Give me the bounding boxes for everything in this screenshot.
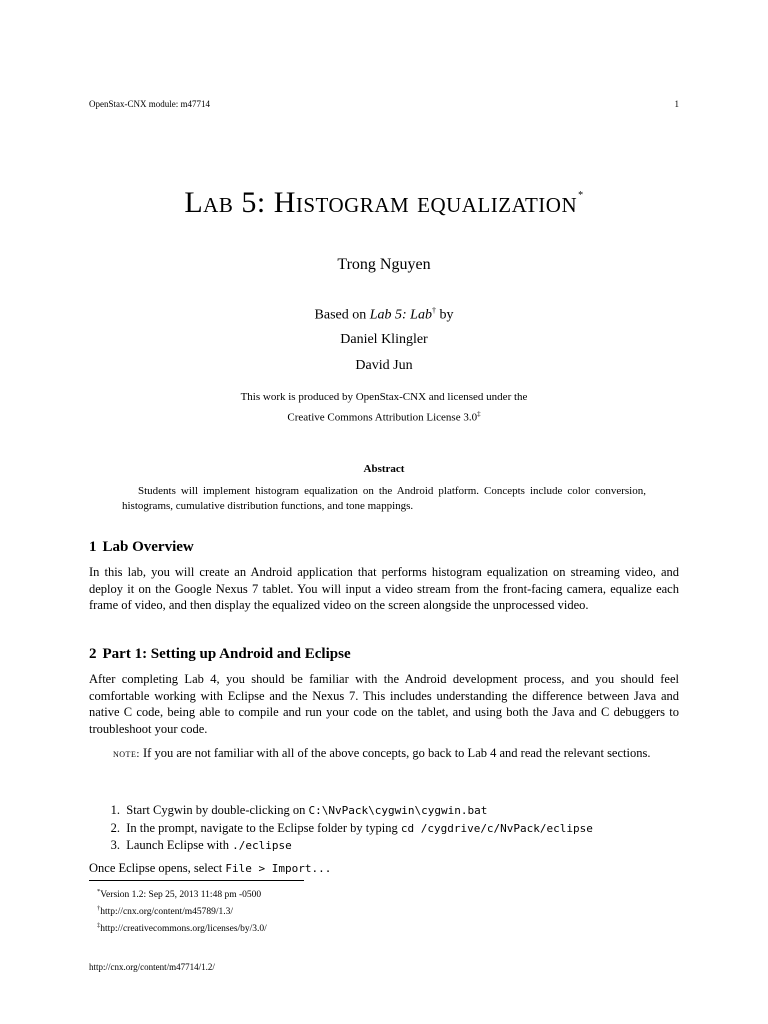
footnote-item xyxy=(97,919,267,936)
footnote-item xyxy=(97,902,267,919)
license-footnote-mark[interactable]: ‡ xyxy=(477,410,481,418)
once-code: File > Import... xyxy=(225,862,332,875)
based-on-line xyxy=(0,306,768,324)
step-code: cd /cygdrive/c/NvPack/eclipse xyxy=(400,821,593,835)
step-number: 1. xyxy=(110,803,120,817)
section-1-body: In this lab, you will create an Android application that performs histogram equalization on streaming video, and deploy it on the Google Nexus 7 tablet. You will input a video stream from the front-facing camera, equalize each frame of video, and then display the equalized video on the screen alongside the unprocessed video. xyxy=(89,565,679,612)
section-number: 2 xyxy=(89,646,97,662)
document-title xyxy=(0,186,768,220)
license-statement xyxy=(0,389,768,427)
step-code: ./eclipse xyxy=(232,839,292,852)
step-text: Launch Eclipse with xyxy=(126,838,233,852)
abstract-heading: Abstract xyxy=(363,463,405,475)
license-line-1: This work is produced by OpenStax-CNX and licensed under the xyxy=(240,391,528,403)
footnote-item xyxy=(97,885,267,902)
section-title: Lab Overview xyxy=(102,539,194,555)
footnote-link[interactable]: http://creativecommons.org/licenses/by/3.0/ xyxy=(100,924,267,935)
original-author-1: Daniel Klingler xyxy=(340,332,428,347)
note-box xyxy=(113,745,658,763)
title-text: Lab 5: Histogram equalization xyxy=(184,186,578,219)
section-title: Part 1: Setting up Android and Eclipse xyxy=(102,646,351,662)
author: Trong Nguyen xyxy=(337,256,431,273)
footnote-mark: * xyxy=(97,888,101,895)
step-code: C:\NvPack\cygwin\cygwin.bat xyxy=(308,804,488,817)
page-number: 1 xyxy=(674,99,679,109)
based-on-work: Lab 5: Lab xyxy=(369,307,432,323)
step-text: In the prompt, navigate to the Eclipse folder by typing xyxy=(126,820,401,835)
footnote-text: Version 1.2: Sep 25, 2013 11:48 pm -0500 xyxy=(100,890,262,901)
based-on-prefix: Based on xyxy=(314,307,367,323)
abstract-text: Students will implement histogram equalization on the Android platform. Concepts include color conversion, histograms, cumulative distribution functions, and tone mappings. xyxy=(122,485,646,512)
list-item xyxy=(89,820,593,838)
license-name[interactable]: Creative Commons Attribution License 3.0 xyxy=(287,411,478,424)
license-line-2 xyxy=(0,406,768,427)
based-on-suffix: by xyxy=(439,307,454,323)
footnotes xyxy=(97,885,267,936)
page-footer-url[interactable]: http://cnx.org/content/m47714/1.2/ xyxy=(89,962,215,972)
step-number: 2. xyxy=(110,820,120,835)
step-text: Start Cygwin by double-clicking on xyxy=(126,803,309,817)
module-id: OpenStax-CNX module: m47714 xyxy=(89,99,210,109)
footnote-mark: ‡ xyxy=(97,922,101,930)
footnote-mark: † xyxy=(97,905,101,913)
footnote-link[interactable]: http://cnx.org/content/m45789/1.3/ xyxy=(100,907,234,918)
based-on-footnote-mark[interactable]: † xyxy=(431,306,436,315)
once-text: Once Eclipse opens, select xyxy=(89,861,226,875)
note-text: If you are not familiar with all of the above concepts, go back to Lab 4 and read the relevant sections. xyxy=(143,746,651,760)
footnote-divider xyxy=(89,880,304,881)
section-number: 1 xyxy=(89,539,97,555)
once-eclipse-opens xyxy=(89,861,331,876)
title-footnote-mark[interactable]: * xyxy=(578,190,584,201)
note-label: note: xyxy=(113,748,140,760)
list-item xyxy=(89,802,593,820)
section-heading-1 xyxy=(89,539,194,556)
list-item xyxy=(89,837,593,855)
section-heading-2 xyxy=(89,646,351,663)
step-number: 3. xyxy=(110,838,120,852)
original-author-2: David Jun xyxy=(355,358,413,373)
section-2-body: After completing Lab 4, you should be familiar with the Android development process, and you should feel comfortable working with Eclipse and the Nexus 7. This includes understanding the difference between Java and native C code, being able to compile and run your code on the tablet, and using both the Java and C debuggers to troubleshoot your code. xyxy=(89,672,679,736)
steps-list xyxy=(89,802,593,855)
page-header xyxy=(89,99,679,109)
